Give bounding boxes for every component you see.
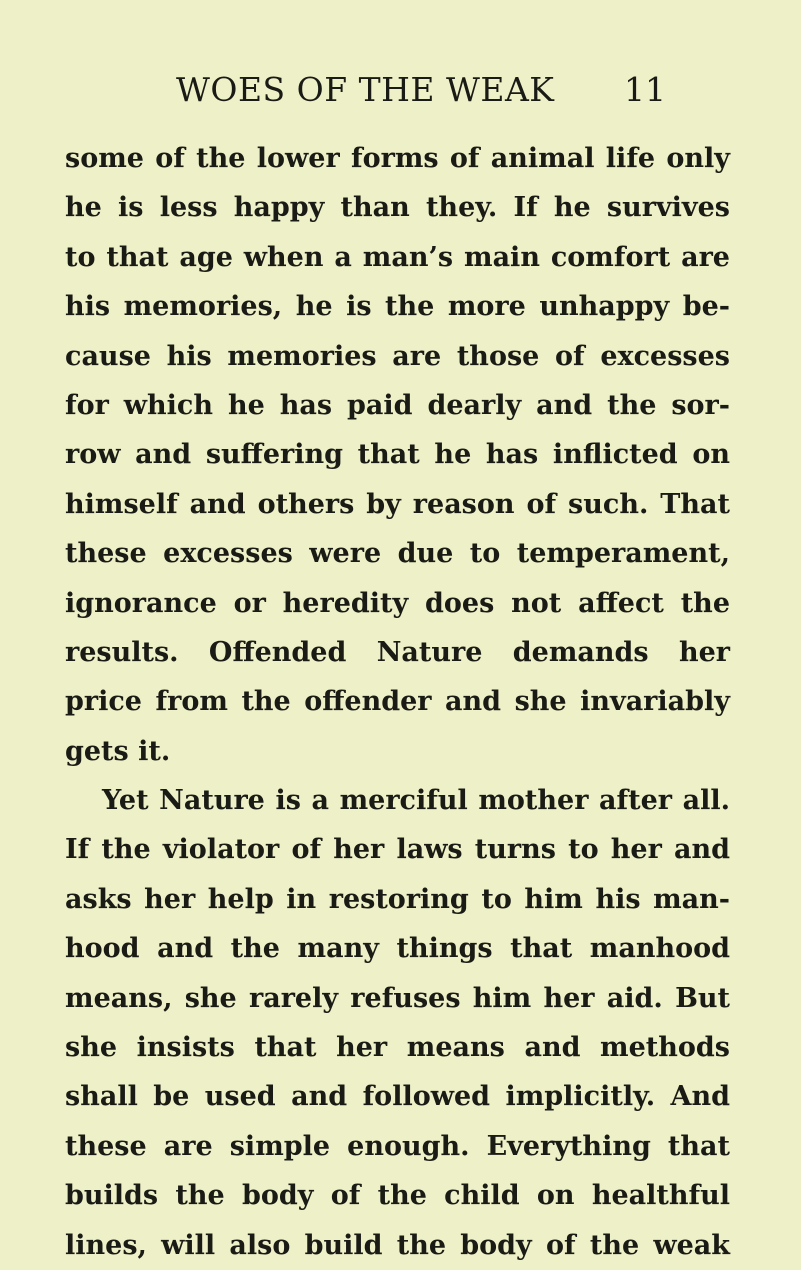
text-line: to that age when a man’s main comfort are [65, 241, 730, 273]
text-line: row and suffering that he has inflicted on [65, 439, 730, 471]
text-line: his memories, he is the more unhappy be- [65, 291, 730, 323]
text-line: he is less happy than they. If he survives [65, 192, 730, 224]
text-line: asks her help in restoring to him his man- [65, 883, 730, 915]
text-line: shall be used and followed implicitly. And [65, 1081, 730, 1113]
text-line: hood and the many things that manhood [65, 933, 730, 965]
text-line: lines, will also build the body of the weak [65, 1229, 730, 1261]
running-title: WOES OF THE WEAK [176, 70, 555, 109]
text-line: these are simple enough. Everything that [65, 1130, 730, 1162]
text-line: ignorance or heredity does not affect the [65, 587, 730, 619]
text-line: for which he has paid dearly and the sor- [65, 389, 730, 421]
text-line: some of the lower forms of animal life only [65, 143, 730, 174]
text-line: results. Offended Nature demands her [65, 636, 730, 668]
text-line: she insists that her means and methods [65, 1032, 730, 1064]
text-line: means, she rarely refuses him her aid. But [65, 982, 730, 1014]
page-number: 11 [624, 70, 666, 109]
text-line: cause his memories are those of excesses [65, 340, 730, 372]
text-line: these excesses were due to temperament, [65, 538, 730, 570]
text-line: builds the body of the child on healthful [65, 1180, 730, 1212]
text-line: price from the offender and she invariably [65, 686, 730, 718]
page-header [0, 70, 801, 120]
text-line: Yet Nature is a merciful mother after all. [102, 785, 730, 817]
text-line: himself and others by reason of such. That [65, 488, 730, 520]
text-line: gets it. [65, 735, 171, 767]
body-text [65, 134, 730, 1270]
text-line: If the violator of her laws turns to her and [65, 834, 730, 866]
